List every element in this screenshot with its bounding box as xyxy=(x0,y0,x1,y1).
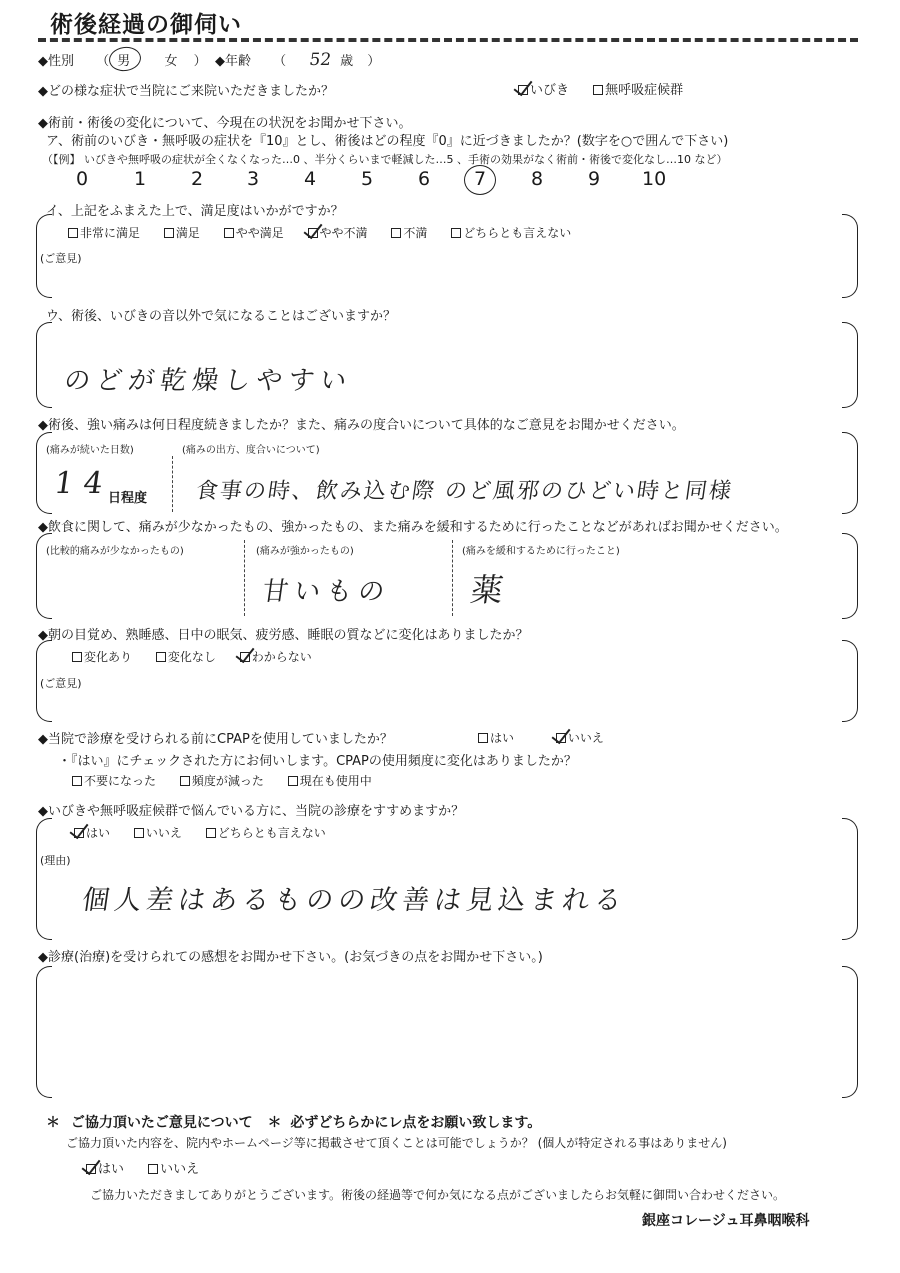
option-dissatisfied-label: 不満 xyxy=(403,226,428,240)
consent-heading xyxy=(46,1112,541,1132)
impression-question: ◆診療(治療)を受けられての感想をお聞かせ下さい。(お気づきの点をお聞かせ下さい。) xyxy=(38,950,543,965)
option-dissatisfied[interactable] xyxy=(391,226,427,240)
option-somewhat-dissatisfied-label: やや不満 xyxy=(319,226,368,240)
pain-bracket-right xyxy=(842,432,858,514)
option-cpap-still[interactable] xyxy=(288,774,372,788)
clinic-name: 銀座コレージュ耳鼻咽喉科 xyxy=(642,1213,810,1229)
pain-divider xyxy=(172,456,173,512)
satisfaction-comment-label: (ご意見) xyxy=(40,252,82,265)
option-changed-label: 変化あり xyxy=(84,650,133,664)
other-bracket-left xyxy=(36,322,52,408)
scale-5[interactable]: 5 xyxy=(361,168,374,190)
checkbox-snoring[interactable] xyxy=(518,85,528,95)
option-neither-label: どちらとも言えない xyxy=(463,226,572,240)
checkbox-consent-yes[interactable] xyxy=(86,1164,96,1174)
checkbox-cpap-unneeded[interactable] xyxy=(72,776,82,786)
age-open-paren: （ xyxy=(273,54,287,69)
option-unchanged-label: 変化なし xyxy=(167,650,216,664)
scale-row xyxy=(76,168,686,194)
impression-bracket-left xyxy=(36,966,52,1098)
option-cpap-no-label: いいえ xyxy=(567,731,604,745)
sleep-bracket-right xyxy=(842,640,858,722)
gender-close-paren: ） xyxy=(193,54,207,69)
consent-options xyxy=(86,1158,199,1177)
change-example: （【例】 いびきや無呼吸の症状が全くなくなった…0 、半分くらいまで軽減した…5 、手術の効果がなく術前・術後で変化なし…10 など） xyxy=(42,153,728,166)
option-changed[interactable] xyxy=(72,650,132,664)
option-cpap-no[interactable] xyxy=(556,731,604,745)
cpap-options xyxy=(478,729,604,746)
checkbox-recommend-no[interactable] xyxy=(134,828,144,838)
recommend-bracket-right xyxy=(842,818,858,940)
option-recommend-no-label: いいえ xyxy=(145,826,182,840)
checkbox-cpap-still[interactable] xyxy=(288,776,298,786)
age-label: ◆年齢 xyxy=(215,54,251,69)
option-somewhat-dissatisfied[interactable] xyxy=(308,226,368,240)
food-less-label: (比較的痛みが少なかったもの) xyxy=(46,546,184,557)
gender-open-paren: （ xyxy=(96,54,110,69)
checkbox-apnea[interactable] xyxy=(593,85,603,95)
checkbox-neither[interactable] xyxy=(451,228,461,238)
recommend-options xyxy=(74,824,326,841)
option-recommend-yes[interactable] xyxy=(74,826,110,840)
option-satisfied[interactable] xyxy=(164,226,200,240)
symptom-options xyxy=(518,79,683,98)
food-question: ◆飲食に関して、痛みが少なかったもの、強かったもの、また痛みを緩和するために行ったことなどがあればお聞かせください。 xyxy=(38,520,788,535)
cpap-follow: ・『はい』にチェックされた方にお伺いします。CPAPの使用頻度に変化はありましたか？ xyxy=(58,754,577,769)
food-bracket-right xyxy=(842,533,858,619)
gender-label: ◆性別 xyxy=(38,54,74,69)
option-consent-no[interactable] xyxy=(148,1162,199,1177)
other-question: ウ、術後、いびきの音以外で気になることはございますか？ xyxy=(46,309,396,324)
checkbox-unchanged[interactable] xyxy=(156,652,166,662)
pain-days-label: (痛みが続いた日数) xyxy=(46,445,134,456)
checkbox-cpap-no[interactable] xyxy=(556,733,566,743)
checkbox-dissatisfied[interactable] xyxy=(391,228,401,238)
scale-6[interactable]: 6 xyxy=(418,168,431,190)
scale-7[interactable]: 7 xyxy=(474,168,487,190)
option-consent-yes-label: はい xyxy=(98,1162,125,1177)
recommend-reason-label: (理由) xyxy=(40,854,71,867)
checkbox-somewhat-dissatisfied[interactable] xyxy=(308,228,318,238)
checkbox-cpap-reduced[interactable] xyxy=(180,776,190,786)
scale-0[interactable]: 0 xyxy=(76,168,89,190)
gender-male[interactable]: 男 xyxy=(117,54,131,69)
option-cpap-yes[interactable] xyxy=(478,731,514,745)
consent-heading-2: 必ずどちらかにレ点をお願い致します。 xyxy=(290,1115,542,1131)
other-bracket-right xyxy=(842,322,858,408)
scale-3[interactable]: 3 xyxy=(247,168,260,190)
option-snoring-label: いびき xyxy=(530,83,570,98)
change-question: ◆術前・術後の変化について、今現在の状況をお聞かせ下さい。 xyxy=(38,116,412,131)
pain-degree-label: (痛みの出方、度合いについて) xyxy=(182,445,320,456)
change-sub-a: ア、術前のいびき・無呼吸の症状を『10』とし、術後はどの程度『0』に近づきましたか？(数字を○で囲んで下さい) xyxy=(46,134,729,149)
checkbox-very-satisfied[interactable] xyxy=(68,228,78,238)
option-apnea-label: 無呼吸症候群 xyxy=(605,83,684,98)
checkbox-somewhat-satisfied[interactable] xyxy=(224,228,234,238)
checkbox-recommend-neither[interactable] xyxy=(206,828,216,838)
consent-thanks: ご協力いただきましてありがとうございます。術後の経過等で何か気になる点がございましたらお気軽に御問い合わせください。 xyxy=(90,1188,786,1202)
option-neither[interactable] xyxy=(451,226,571,240)
gender-female[interactable]: 女 xyxy=(164,54,178,69)
consent-star-2: ＊ xyxy=(267,1115,282,1131)
scale-1[interactable]: 1 xyxy=(134,168,147,190)
pain-days-value[interactable]: 14 xyxy=(52,466,116,501)
option-cpap-reduced-label: 頻度が減った xyxy=(191,774,264,788)
option-very-satisfied-label: 非常に満足 xyxy=(80,226,141,240)
option-somewhat-satisfied-label: やや満足 xyxy=(235,226,284,240)
option-apnea[interactable] xyxy=(593,83,683,98)
option-cpap-reduced[interactable] xyxy=(180,774,264,788)
scale-4[interactable]: 4 xyxy=(304,168,317,190)
option-consent-no-label: いいえ xyxy=(160,1162,200,1177)
option-unknown[interactable] xyxy=(240,650,312,664)
page-title: 術後経過の御伺い xyxy=(50,12,242,38)
title-underline xyxy=(38,38,858,42)
cpap-follow-options xyxy=(72,772,372,789)
scale-10[interactable]: 10 xyxy=(642,168,667,190)
scale-8[interactable]: 8 xyxy=(531,168,544,190)
cpap-question: ◆当院で診療を受けられる前にCPAPを使用していましたか？ xyxy=(38,732,393,747)
checkbox-satisfied[interactable] xyxy=(164,228,174,238)
option-cpap-yes-label: はい xyxy=(490,731,515,745)
food-strong-answer[interactable]: 甘いもの xyxy=(260,577,393,607)
age-value[interactable]: 52 xyxy=(308,50,333,70)
checkbox-unknown[interactable] xyxy=(240,652,250,662)
food-relief-label: (痛みを緩和するために行ったこと) xyxy=(462,546,620,557)
consent-question: ご協力頂いた内容を、院内やホームページ等に掲載させて頂くことは可能でしょうか？ (個人が特定される事はありません) xyxy=(66,1136,727,1150)
option-snoring[interactable] xyxy=(518,83,569,98)
pain-days-unit: 日程度 xyxy=(108,491,148,506)
pain-question: ◆術後、強い痛みは何日程度続きましたか？また、痛みの度合いについて具体的なご意見をお聞かせください。 xyxy=(38,418,685,433)
sleep-comment-label: (ご意見) xyxy=(40,677,82,690)
age-unit: 歳 xyxy=(340,54,354,69)
option-somewhat-satisfied[interactable] xyxy=(224,226,284,240)
scale-9[interactable]: 9 xyxy=(588,168,601,190)
satisfaction-bracket-right xyxy=(842,214,858,298)
option-recommend-no[interactable] xyxy=(134,826,182,840)
option-recommend-yes-label: はい xyxy=(86,826,111,840)
checkbox-recommend-yes[interactable] xyxy=(74,828,84,838)
scale-2[interactable]: 2 xyxy=(191,168,204,190)
option-satisfied-label: 満足 xyxy=(175,226,200,240)
sleep-options xyxy=(72,648,312,665)
recommend-reason-answer[interactable]: 個人差はあるものの改善は見込まれる xyxy=(80,885,629,916)
age-row xyxy=(215,50,380,70)
checkbox-consent-no[interactable] xyxy=(148,1164,158,1174)
pain-degree-answer[interactable]: 食事の時、飲み込む際 のど風邪のひどい時と同様 xyxy=(194,479,735,504)
option-very-satisfied[interactable] xyxy=(68,226,140,240)
sleep-question: ◆朝の目覚め、熟睡感、日中の眠気、疲労感、睡眠の質などに変化はありましたか？ xyxy=(38,628,529,643)
option-cpap-still-label: 現在も使用中 xyxy=(299,774,372,788)
other-answer[interactable]: のどが乾燥しやすい xyxy=(62,366,355,396)
option-unknown-label: わからない xyxy=(251,650,312,664)
option-consent-yes[interactable] xyxy=(86,1162,124,1177)
age-close-paren: ） xyxy=(367,54,381,69)
food-divider-1 xyxy=(244,540,245,616)
consent-heading-1: ご協力頂いたご意見について xyxy=(70,1115,253,1131)
recommend-bracket-left xyxy=(36,818,52,940)
option-cpap-unneeded-label: 不要になった xyxy=(84,774,157,788)
food-divider-2 xyxy=(452,540,453,616)
recommend-question: ◆いびきや無呼吸症候群で悩んでいる方に、当院の診療をすすめますか？ xyxy=(38,804,465,819)
satisfaction-options xyxy=(68,224,571,241)
option-unchanged[interactable] xyxy=(156,650,216,664)
impression-bracket-right xyxy=(842,966,858,1098)
option-recommend-neither[interactable] xyxy=(206,826,326,840)
symptom-question: ◆どの様な症状で当院にご来院いただきましたか？ xyxy=(38,84,334,99)
checkbox-changed[interactable] xyxy=(72,652,82,662)
option-cpap-unneeded[interactable] xyxy=(72,774,156,788)
scale-selected-circle xyxy=(464,165,496,195)
satisfaction-question: イ、上記をふまえた上で、満足度はいかがですか？ xyxy=(46,204,344,219)
checkbox-cpap-yes[interactable] xyxy=(478,733,488,743)
consent-star-1: ＊ xyxy=(46,1115,60,1131)
food-relief-answer[interactable]: 薬 xyxy=(468,571,506,609)
option-recommend-neither-label: どちらとも言えない xyxy=(217,826,326,840)
food-strong-label: (痛みが強かったもの) xyxy=(256,546,354,557)
